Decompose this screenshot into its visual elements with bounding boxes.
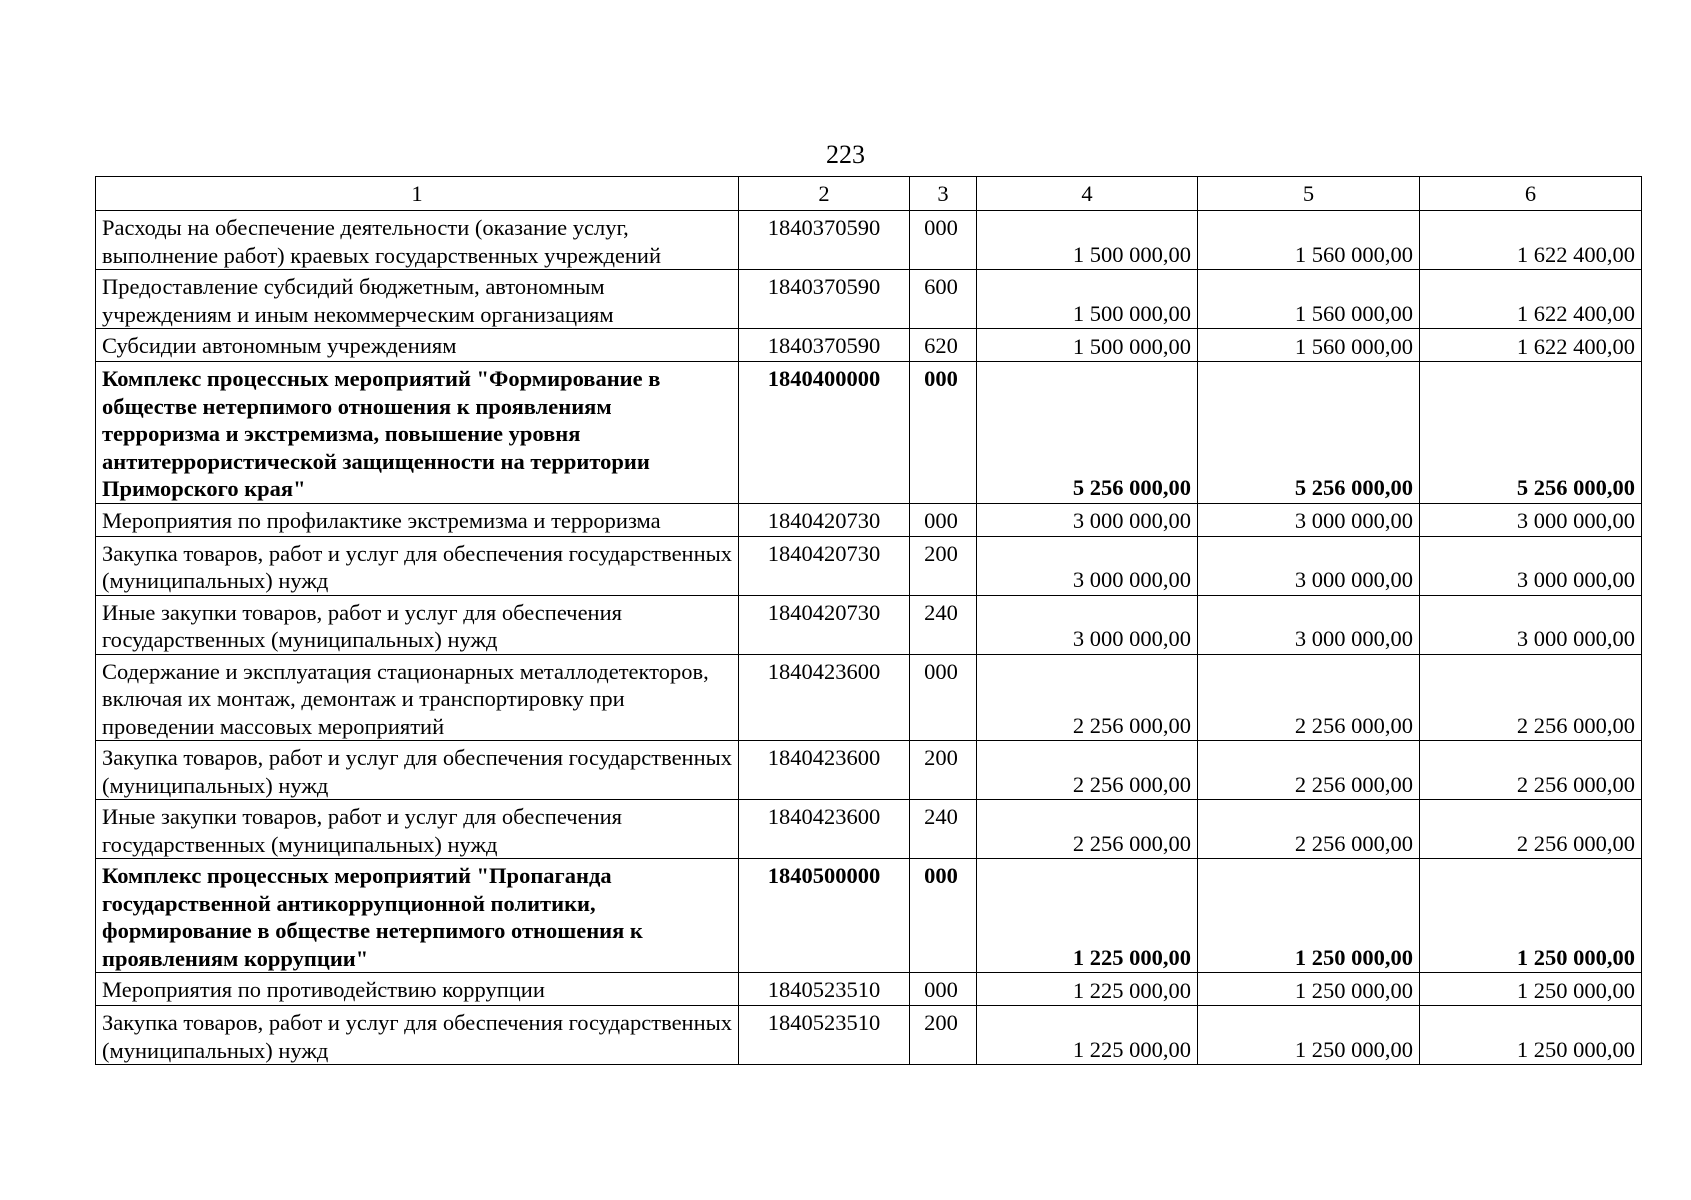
expense-type-code: 240	[910, 595, 977, 654]
amount-column-4: 3 000 000,00	[977, 503, 1198, 536]
expense-type-code: 000	[910, 211, 977, 270]
target-article-code: 1840420730	[739, 595, 910, 654]
column-number: 1	[96, 177, 739, 211]
expense-type-code: 240	[910, 800, 977, 859]
column-number: 4	[977, 177, 1198, 211]
table-row	[96, 973, 1642, 1006]
budget-item-name: Иные закупки товаров, работ и услуг для обеспечения государственных (муниципальных) нужд	[96, 800, 739, 859]
amount-column-5: 5 256 000,00	[1198, 362, 1420, 504]
expense-type-code: 620	[910, 329, 977, 362]
amount-column-4: 5 256 000,00	[977, 362, 1198, 504]
amount-column-4: 1 225 000,00	[977, 859, 1198, 973]
budget-item-name: Содержание и эксплуатация стационарных металлодетекторов, включая их монтаж, демонтаж и транспортировку при проведении массовых мероприятий	[96, 654, 739, 741]
amount-column-5: 1 250 000,00	[1198, 1006, 1420, 1065]
table-row	[96, 1006, 1642, 1065]
table-row	[96, 536, 1642, 595]
expense-type-code: 000	[910, 973, 977, 1006]
amount-column-4: 1 500 000,00	[977, 270, 1198, 329]
column-number: 2	[739, 177, 910, 211]
amount-column-4: 2 256 000,00	[977, 800, 1198, 859]
table-row	[96, 211, 1642, 270]
expense-type-code: 000	[910, 654, 977, 741]
expense-type-code: 000	[910, 503, 977, 536]
target-article-code: 1840370590	[739, 270, 910, 329]
amount-column-4: 2 256 000,00	[977, 654, 1198, 741]
target-article-code: 1840370590	[739, 329, 910, 362]
budget-item-name: Комплекс процессных мероприятий "Формирование в обществе нетерпимого отношения к проявлениям терроризма и экстремизма, повышение уровня антитеррористической защищенности на территории Приморского края"	[96, 362, 739, 504]
budget-item-name: Закупка товаров, работ и услуг для обеспечения государственных (муниципальных) нужд	[96, 1006, 739, 1065]
amount-column-4: 3 000 000,00	[977, 595, 1198, 654]
amount-column-6: 1 250 000,00	[1420, 1006, 1642, 1065]
amount-column-5: 3 000 000,00	[1198, 595, 1420, 654]
amount-column-6: 1 250 000,00	[1420, 973, 1642, 1006]
amount-column-6: 3 000 000,00	[1420, 503, 1642, 536]
amount-column-4: 1 225 000,00	[977, 973, 1198, 1006]
amount-column-6: 3 000 000,00	[1420, 595, 1642, 654]
budget-item-name: Иные закупки товаров, работ и услуг для обеспечения государственных (муниципальных) нужд	[96, 595, 739, 654]
table-row	[96, 654, 1642, 741]
budget-table	[95, 176, 1642, 1065]
amount-column-5: 1 560 000,00	[1198, 211, 1420, 270]
amount-column-6: 2 256 000,00	[1420, 654, 1642, 741]
target-article-code: 1840423600	[739, 741, 910, 800]
table-row	[96, 503, 1642, 536]
amount-column-6: 1 622 400,00	[1420, 270, 1642, 329]
table-row	[96, 859, 1642, 973]
budget-table-body	[96, 177, 1642, 1065]
table-row	[96, 362, 1642, 504]
target-article-code: 1840423600	[739, 800, 910, 859]
expense-type-code: 000	[910, 859, 977, 973]
expense-type-code: 200	[910, 741, 977, 800]
amount-column-4: 1 500 000,00	[977, 329, 1198, 362]
amount-column-6: 1 622 400,00	[1420, 211, 1642, 270]
table-row	[96, 741, 1642, 800]
expense-type-code: 200	[910, 536, 977, 595]
target-article-code: 1840400000	[739, 362, 910, 504]
table-row	[96, 800, 1642, 859]
column-number: 3	[910, 177, 977, 211]
amount-column-6: 2 256 000,00	[1420, 800, 1642, 859]
budget-item-name: Комплекс процессных мероприятий "Пропаганда государственной антикоррупционной политики, формирование в обществе нетерпимого отношения к проявлениям коррупции"	[96, 859, 739, 973]
amount-column-6: 1 622 400,00	[1420, 329, 1642, 362]
target-article-code: 1840370590	[739, 211, 910, 270]
amount-column-5: 1 560 000,00	[1198, 329, 1420, 362]
amount-column-5: 2 256 000,00	[1198, 654, 1420, 741]
budget-item-name: Предоставление субсидий бюджетным, автономным учреждениям и иным некоммерческим организациям	[96, 270, 739, 329]
amount-column-4: 1 225 000,00	[977, 1006, 1198, 1065]
budget-item-name: Расходы на обеспечение деятельности (оказание услуг, выполнение работ) краевых государственных учреждений	[96, 211, 739, 270]
amount-column-5: 3 000 000,00	[1198, 503, 1420, 536]
amount-column-4: 3 000 000,00	[977, 536, 1198, 595]
amount-column-5: 1 560 000,00	[1198, 270, 1420, 329]
amount-column-6: 2 256 000,00	[1420, 741, 1642, 800]
column-number: 6	[1420, 177, 1642, 211]
target-article-code: 1840420730	[739, 536, 910, 595]
amount-column-5: 3 000 000,00	[1198, 536, 1420, 595]
budget-item-name: Мероприятия по профилактике экстремизма и терроризма	[96, 503, 739, 536]
table-row	[96, 595, 1642, 654]
budget-item-name: Субсидии автономным учреждениям	[96, 329, 739, 362]
expense-type-code: 000	[910, 362, 977, 504]
target-article-code: 1840423600	[739, 654, 910, 741]
budget-item-name: Закупка товаров, работ и услуг для обеспечения государственных (муниципальных) нужд	[96, 536, 739, 595]
column-number: 5	[1198, 177, 1420, 211]
target-article-code: 1840420730	[739, 503, 910, 536]
expense-type-code: 200	[910, 1006, 977, 1065]
amount-column-5: 1 250 000,00	[1198, 973, 1420, 1006]
budget-item-name: Закупка товаров, работ и услуг для обеспечения государственных (муниципальных) нужд	[96, 741, 739, 800]
target-article-code: 1840523510	[739, 973, 910, 1006]
amount-column-5: 2 256 000,00	[1198, 741, 1420, 800]
table-row	[96, 329, 1642, 362]
budget-item-name: Мероприятия по противодействию коррупции	[96, 973, 739, 1006]
amount-column-4: 2 256 000,00	[977, 741, 1198, 800]
column-number-row	[96, 177, 1642, 211]
amount-column-6: 5 256 000,00	[1420, 362, 1642, 504]
amount-column-4: 1 500 000,00	[977, 211, 1198, 270]
amount-column-6: 1 250 000,00	[1420, 859, 1642, 973]
target-article-code: 1840523510	[739, 1006, 910, 1065]
target-article-code: 1840500000	[739, 859, 910, 973]
amount-column-6: 3 000 000,00	[1420, 536, 1642, 595]
amount-column-5: 1 250 000,00	[1198, 859, 1420, 973]
amount-column-5: 2 256 000,00	[1198, 800, 1420, 859]
expense-type-code: 600	[910, 270, 977, 329]
table-row	[96, 270, 1642, 329]
page-number: 223	[826, 140, 865, 169]
